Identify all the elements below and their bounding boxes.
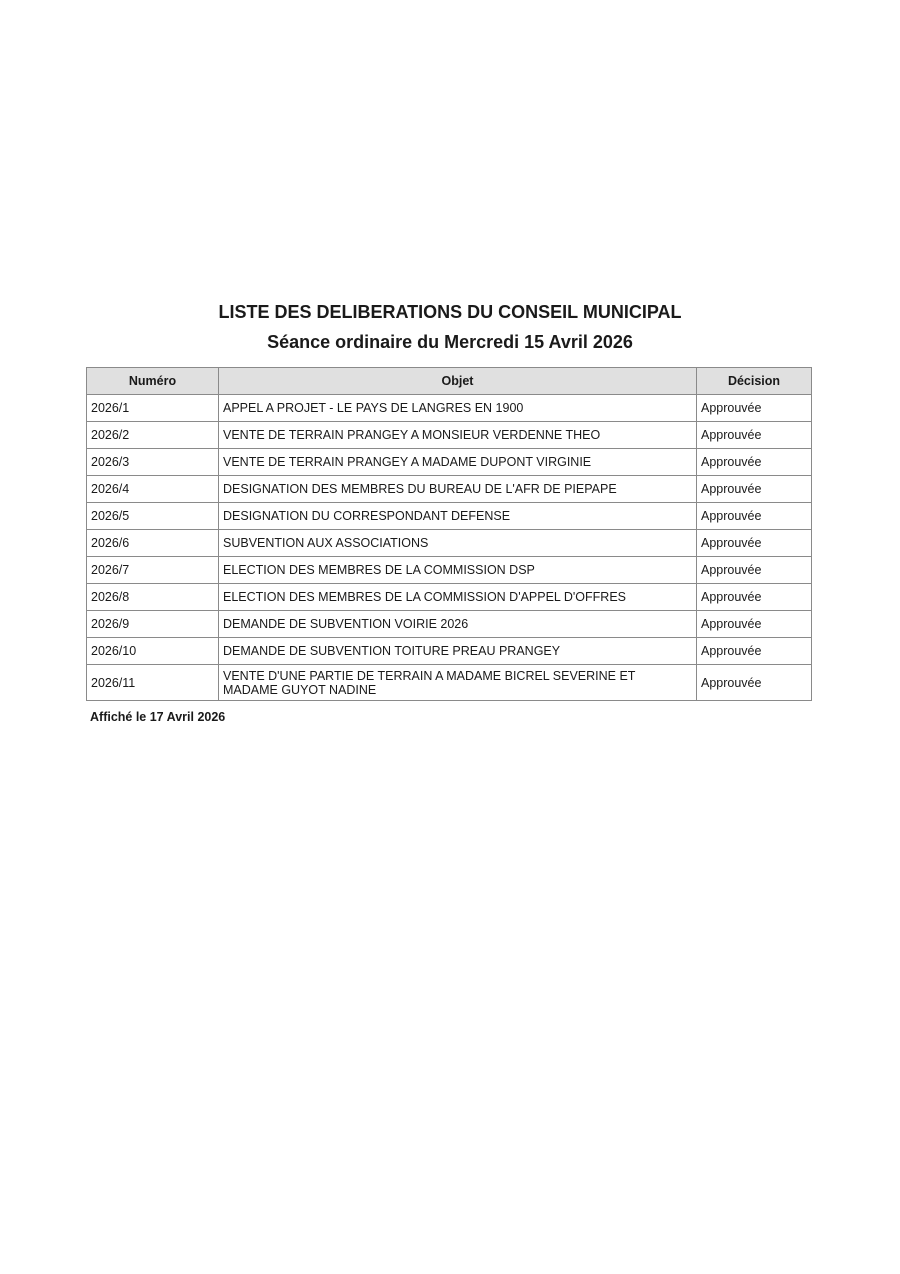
table-row [87,395,812,422]
header-objet: Objet [219,368,697,395]
cell-objet: VENTE DE TERRAIN PRANGEY A MONSIEUR VERDENNE THEO [219,422,697,449]
cell-objet: VENTE D'UNE PARTIE DE TERRAIN A MADAME BICREL SEVERINE ET MADAME GUYOT NADINE [219,665,697,701]
cell-decision: Approuvée [697,476,812,503]
table-row [87,422,812,449]
table-row [87,449,812,476]
cell-objet: ELECTION DES MEMBRES DE LA COMMISSION D'APPEL D'OFFRES [219,584,697,611]
cell-numero: 2026/1 [87,395,219,422]
table-row [87,530,812,557]
table-row [87,665,812,701]
cell-numero: 2026/2 [87,422,219,449]
cell-numero: 2026/5 [87,503,219,530]
cell-decision: Approuvée [697,638,812,665]
header-numero: Numéro [87,368,219,395]
cell-decision: Approuvée [697,584,812,611]
cell-numero: 2026/3 [87,449,219,476]
cell-objet: DEMANDE DE SUBVENTION TOITURE PREAU PRANGEY [219,638,697,665]
page-subtitle: Séance ordinaire du Mercredi 15 Avril 2026 [267,332,633,352]
cell-objet: ELECTION DES MEMBRES DE LA COMMISSION DSP [219,557,697,584]
cell-decision: Approuvée [697,422,812,449]
table-row [87,557,812,584]
cell-numero: 2026/10 [87,638,219,665]
deliberations-table [86,367,812,701]
cell-numero: 2026/8 [87,584,219,611]
cell-decision: Approuvée [697,395,812,422]
cell-numero: 2026/6 [87,530,219,557]
table-row [87,638,812,665]
cell-objet: DESIGNATION DU CORRESPONDANT DEFENSE [219,503,697,530]
page-title: LISTE DES DELIBERATIONS DU CONSEIL MUNICIPAL [218,302,682,322]
cell-decision: Approuvée [697,530,812,557]
cell-objet: VENTE DE TERRAIN PRANGEY A MADAME DUPONT VIRGINIE [219,449,697,476]
cell-objet: DEMANDE DE SUBVENTION VOIRIE 2026 [219,611,697,638]
cell-decision: Approuvée [697,557,812,584]
table-header-row [87,368,812,395]
cell-numero: 2026/9 [87,611,219,638]
table-row [87,584,812,611]
cell-decision: Approuvée [697,503,812,530]
cell-numero: 2026/11 [87,665,219,701]
table-row [87,503,812,530]
cell-decision: Approuvée [697,665,812,701]
cell-numero: 2026/4 [87,476,219,503]
cell-decision: Approuvée [697,449,812,476]
posting-date-note: Affiché le 17 Avril 2026 [90,710,226,724]
cell-objet: APPEL A PROJET - LE PAYS DE LANGRES EN 1900 [219,395,697,422]
table-row [87,476,812,503]
cell-decision: Approuvée [697,611,812,638]
table-row [87,611,812,638]
cell-objet: SUBVENTION AUX ASSOCIATIONS [219,530,697,557]
header-decision: Décision [697,368,812,395]
cell-numero: 2026/7 [87,557,219,584]
cell-objet: DESIGNATION DES MEMBRES DU BUREAU DE L'AFR DE PIEPAPE [219,476,697,503]
